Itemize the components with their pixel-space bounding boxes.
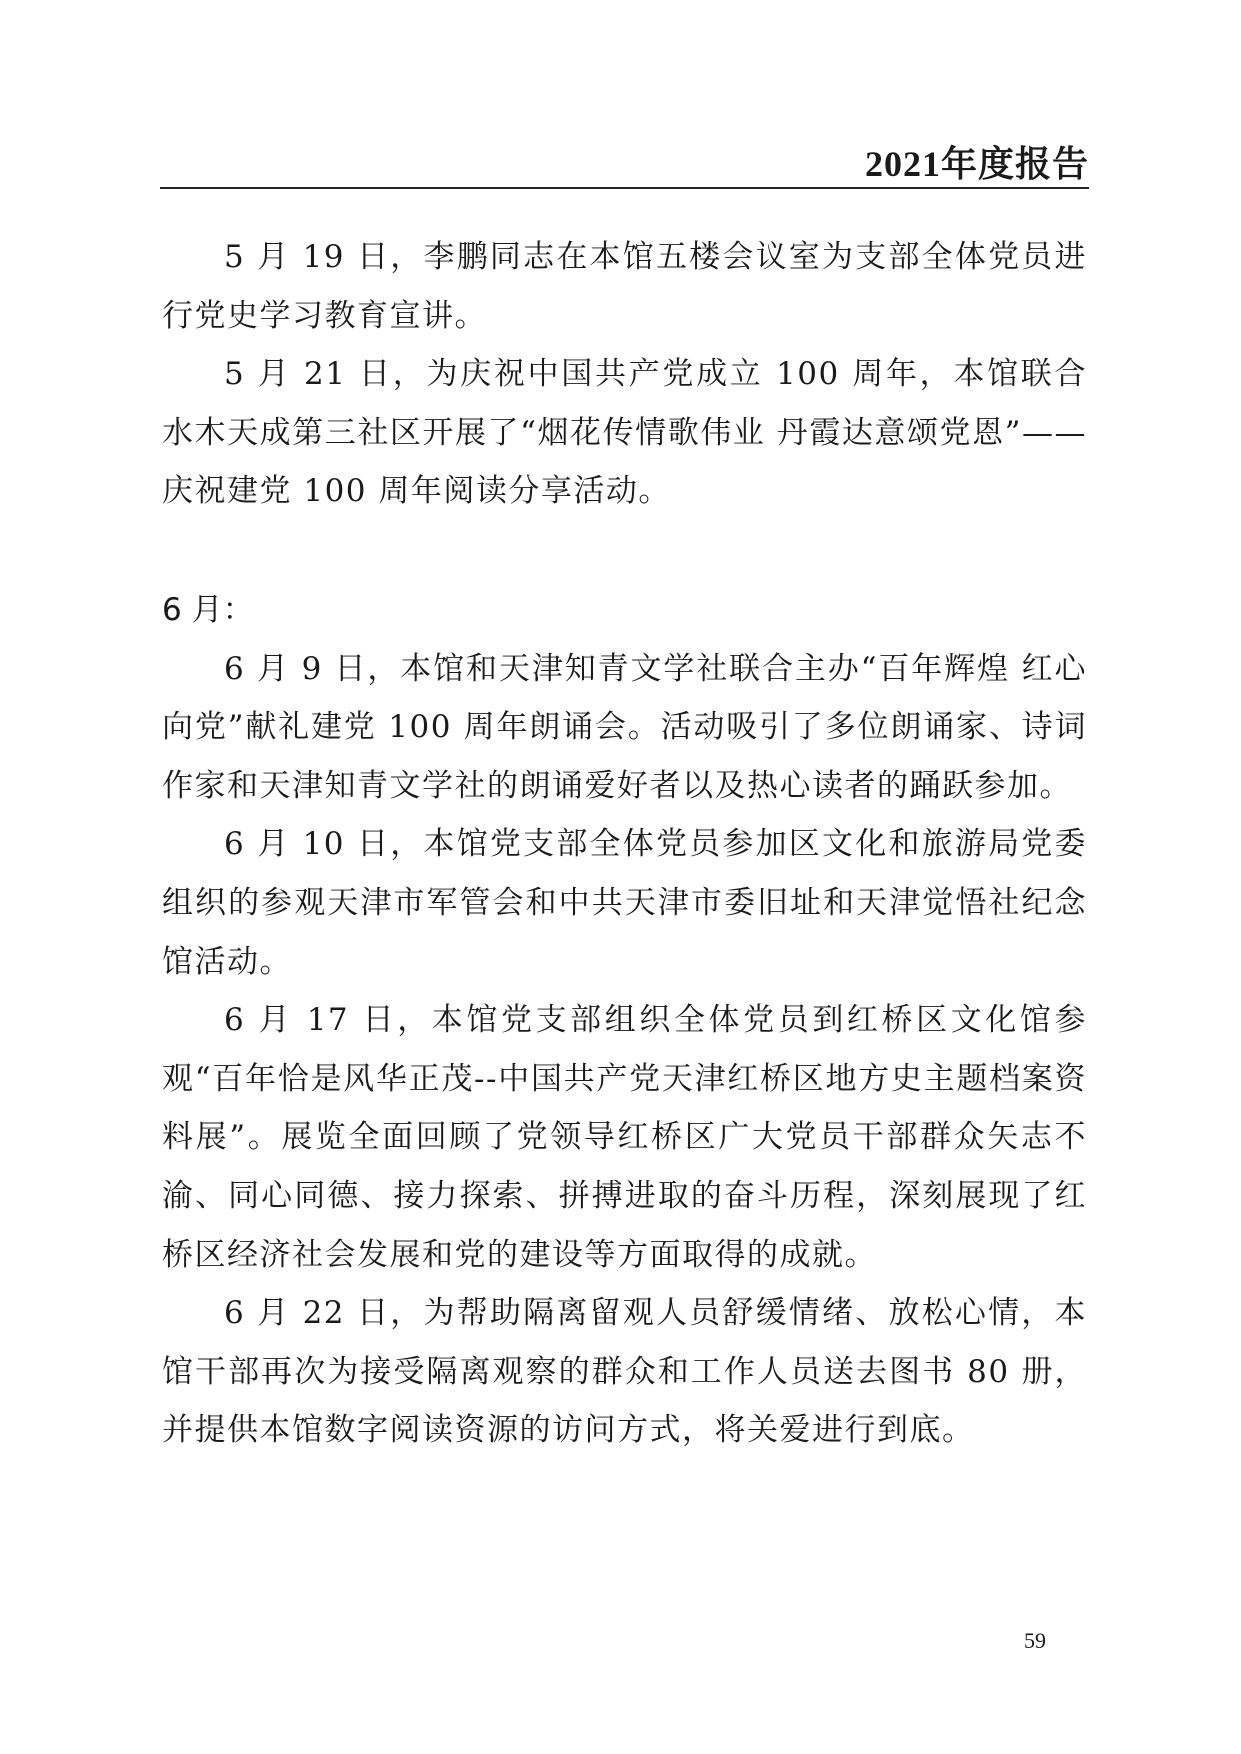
paragraph-june-17: 6 月 17 日，本馆党支部组织全体党员到红桥区文化馆参观“百年恰是风华正茂--中国共产党天津红桥区地方史主题档案资料展”。展览全面回顾了党领导红桥区广大党员干部群众矢志不渝、同心同德、接力探索、拼搏进取的奋斗历程，深刻展现了红桥区经济社会发展和党的建设等方面取得的成就。 [162, 1002, 1087, 1273]
paragraph-may-21: 5 月 21 日，为庆祝中国共产党成立 100 周年，本馆联合水木天成第三社区开展了“烟花传情歌伟业 丹霞达意颂党恩”——庆祝建党 100 周年阅读分享活动。 [162, 356, 1087, 510]
page-number: 59 [1024, 1628, 1046, 1653]
section-heading-june: 6 月： [162, 591, 254, 628]
paragraph-june-22: 6 月 22 日，为帮助隔离留观人员舒缓情绪、放松心情，本馆干部再次为接受隔离观察的群众和工作人员送去图书 80 册，并提供本馆数字阅读资源的访问方式，将关爱进行到底。 [162, 1295, 1087, 1449]
paragraph-may-19: 5 月 19 日，李鹏同志在本馆五楼会议室为支部全体党员进行党史学习教育宣讲。 [162, 239, 1087, 334]
paragraph-june-10: 6 月 10 日，本馆党支部全体党员参加区文化和旅游局党委组织的参观天津市军管会和中共天津市委旧址和天津觉悟社纪念馆活动。 [162, 826, 1087, 980]
paragraph-june-9: 6 月 9 日，本馆和天津知青文学社联合主办“百年辉煌 红心向党”献礼建党 100 周年朗诵会。活动吸引了多位朗诵家、诗词作家和天津知青文学社的朗诵爱好者以及热心读者的踊跃参加。 [162, 650, 1087, 804]
header-divider [160, 187, 1089, 189]
page-body [162, 228, 1087, 1460]
header-title: 2021年度报告 [864, 144, 1089, 184]
